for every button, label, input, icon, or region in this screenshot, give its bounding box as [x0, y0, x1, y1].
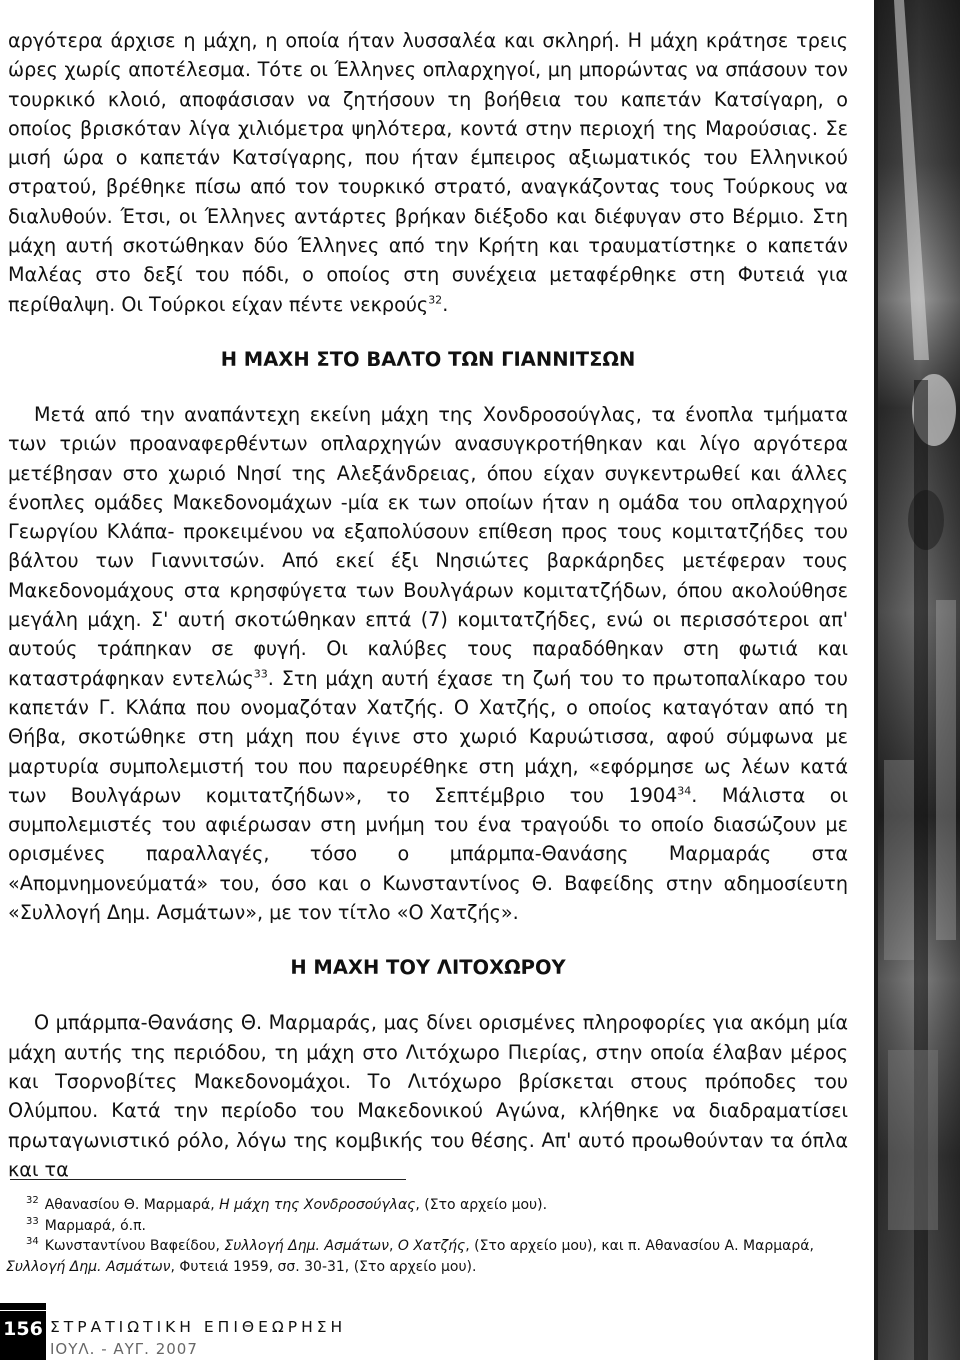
- footnote-34-title-1: Συλλογή Δημ. Ασμάτων: [224, 1238, 389, 1254]
- paragraph-1-end: .: [442, 292, 449, 316]
- paragraph-2-end: . Μάλιστα οι συμπολεμιστές του αφιέρωσαν στη μνήμη του ένα τραγούδι το οποίο διασώζουν με ορισμένες παραλλαγές, τόσο ο μπάρμπα-Θανάσης Μαρμαράς στα «Απομνημονεύματά» του, όσο και ο Κωνσταντίνος Θ. Βαφείδης στην αδημοσίευτη «Συλλογή Δημ. Ασμάτων», με τον τίτλο «Ο Χατζής».: [8, 783, 848, 925]
- footnote-34-title-3: Συλλογή Δημ. Ασμάτων: [6, 1258, 171, 1275]
- paragraph-1: [8, 26, 848, 319]
- section-heading-litochoro: Η ΜΑΧΗ ΤΟΥ ΛΙΤΟΧΩΡΟΥ: [290, 956, 566, 980]
- footnote-separator: [10, 1179, 406, 1180]
- footnote-34-text-b: ,: [388, 1238, 398, 1254]
- footnote-33-number: 33: [26, 1215, 39, 1227]
- section-heading-giannitsa: Η ΜΑΧΗ ΣΤΟ ΒΑΛΤΟ ΤΩΝ ΓΙΑΝΝΙΤΣΩΝ: [220, 347, 636, 371]
- footnote-34-continuation: [6, 1257, 842, 1278]
- footnote-ref-32[interactable]: 32: [428, 293, 443, 307]
- footnote-34-text-d: , Φυτειά 1959, σσ. 30-31, (Στο αρχείο μου).: [170, 1258, 477, 1275]
- footnote-32-title: Η μάχη της Χονδροσούγλας: [219, 1197, 416, 1213]
- paragraph-1-text: αργότερα άρχισε η μάχη, η οποία ήταν λυσσαλέα και σκληρή. Η μάχη κράτησε τρεις ώρες χωρίς αποτέλεσμα. Τότε οι Έλληνες οπλαρχηγοί, μη μπορώντας να σπάσουν τον τουρκικό κλοιό, αποφάσισαν να ζητήσουν τη βοήθεια του καπετάν Κατσίγαρη, ο οποίος βρισκόταν λίγα χιλιόμετρα ψηλότερα, κοντά στην περιοχή της Μαρούσιας. Σε μισή ώρα ο καπετάν Κατσίγαρης, που ήταν έμπειρος αξιωματικός του Ελληνικού στρατού, βρέθηκε πίσω από τον τουρκικό στρατό, αναγκάζοντας τους Τούρκους να διαλυθούν. Έτσι, οι Έλληνες αντάρτες βρήκαν διέξοδο και διέφυγαν στο Βέρμιο. Στη μάχη αυτή σκοτώθηκαν δύο Έλληνες από την Κρήτη και τραυματίστηκε ο καπετάν Μαλέας στο δεξί του πόδι, ο οποίος στη συνέχεια μεταφέρθηκε στη Φυτειά για περίθαλψη. Οι Τούρκοι είχαν πέντε νεκρούς: [8, 29, 848, 316]
- paragraph-2: [8, 400, 848, 927]
- footnote-32-text-a: Αθανασίου Θ. Μαρμαρά,: [44, 1197, 220, 1213]
- footnote-34-text-c: , (Στο αρχείο μου), και π. Αθανασίου Α. Μαρμαρά,: [465, 1238, 814, 1254]
- paragraph-2-middle: . Στη μάχη αυτή έχασε τη ζωή του το πρωτοπαλίκαρο του καπετάν Γ. Κλάπα που ονομαζόταν Χατζής. Ο Χατζής, ο οποίος καταγόταν από τη Θήβα, σκοτώθηκε στη μάχη που έγινε στο χωριό Καρυώτισσα, αφού σύμφωνα με μαρτυρία συμπολεμιστή του που παρευρέθηκε στη μάχη, «εφόρμησε ως λέων κατά των Βουλγάρων κομιτατζήδων», το Σεπτέμβριο του 1904: [8, 666, 848, 807]
- footnote-34: [6, 1236, 842, 1277]
- footnote-32: [26, 1195, 842, 1216]
- paragraph-3: Ο μπάρμπα-Θανάσης Θ. Μαρμαράς, μας δίνει ορισμένες πληροφορίες για ακόμη μία μάχη αυτής της περιόδου, τη μάχη στο Λιτόχωρο Πιερίας, στην οποία έλαβαν μέρος και Τσορνοβίτες Μακεδονομάχοι. Το Λιτόχωρο βρίσκεται στους πρόποδες του Ολύμπου. Κατά την περίοδο του Μακεδονικού Αγώνα, κλήθηκε να διαδραματίσει πρωταγωνιστικό ρόλο, λόγω της κομβικής του θέσης. Απ' αυτό προωθούνταν τα όπλα και τα: [8, 1011, 848, 1181]
- side-photo-strip: [874, 0, 960, 1360]
- footnotes: [6, 1195, 842, 1277]
- footnote-ref-34[interactable]: 34: [677, 784, 692, 798]
- footnote-ref-33[interactable]: 33: [253, 667, 268, 681]
- magazine-title: ΣΤΡΑΤΙΩΤΙΚΗ ΕΠΙΘΕΩΡΗΣΗ: [50, 1318, 347, 1336]
- main-text-column: [8, 26, 848, 1184]
- photo-image: [874, 0, 960, 1360]
- footnote-32-text-b: , (Στο αρχείο μου).: [415, 1197, 548, 1213]
- footnote-34-title-2: Ο Χατζής: [397, 1238, 466, 1254]
- footnote-33-text: Μαρμαρά, ό.π.: [44, 1217, 146, 1234]
- footnote-33: [26, 1216, 842, 1237]
- footnote-32-number: 32: [26, 1195, 39, 1207]
- issue-date: ΙΟΥΛ. - ΑΥΓ. 2007: [50, 1340, 198, 1358]
- paragraph-2-text: Μετά από την αναπάντεχη εκείνη μάχη της Χονδροσούγλας, τα ένοπλα τμήματα των τριών προαναφερθέντων οπλαρχηγών ανασυγκροτήθηκαν και λίγο αργότερα μετέβησαν στο χωριό Νησί της Αλεξάνδρειας, όπου είχαν συγκεντρωθεί και άλλες ένοπλες ομάδες Μακεδονομάχων -μία εκ των οποίων ήταν η ομάδα του οπλαρχηγού Γεωργίου Κλάπα- προκειμένου να εξαπολύσουν επίθεση προς τους κομιτατζήδες του βάλτου των Γιαννιτσών. Από εκεί έξι Νησιώτες βαρκάρηδες μετέφεραν τους Μακεδονομάχους στα κρησφύγετα των Βουλγάρων κομιτατζήδων, όπου ακολούθησε μεγάλη μάχη. Σ' αυτή σκοτώθηκαν επτά (7) κομιτατζήδες, ενώ οι περισσότεροι απ' αυτούς τράπηκαν σε φυγή. Οι καλύβες τους παραδόθηκαν στη φωτιά και καταστράφηκαν εντελώς: [8, 402, 848, 690]
- footnote-34-number: 34: [26, 1236, 39, 1248]
- footnote-34-text-a: Κωνσταντίνου Βαφείδου,: [44, 1238, 225, 1254]
- page-number: 156: [3, 1318, 43, 1340]
